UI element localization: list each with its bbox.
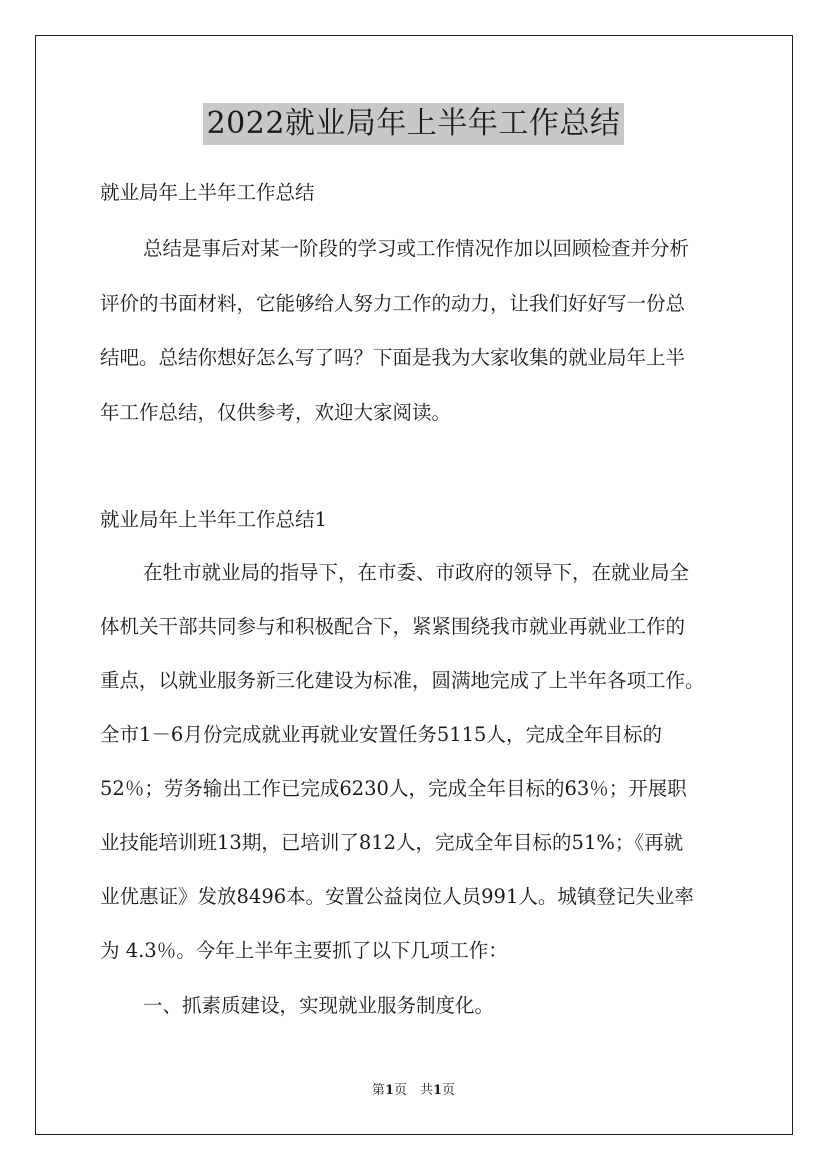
footer-suffix: 页 xyxy=(442,1083,456,1098)
title-container xyxy=(0,103,827,145)
subtitle: 就业局年上半年工作总结 xyxy=(100,181,315,204)
body-line-2: 体机关干部共同参与和积极配合下，紧紧围绕我市就业再就业工作的 xyxy=(100,615,686,638)
body-line-1: 在牡市就业局的指导下，在市委、市政府的领导下，在就业局全 xyxy=(143,561,690,584)
intro-line-3: 结吧。总结你想好怎么写了吗？下面是我为大家收集的就业局年上半 xyxy=(100,346,686,369)
body-line-7: 业优惠证》发放8496本。安置公益岗位人员991人。城镇登记失业率 xyxy=(100,885,694,908)
body-line-3: 重点，以就业服务新三化建设为标准，圆满地完成了上半年各项工作。 xyxy=(100,669,705,692)
body-line-8: 为 4.3％。今年上半年主要抓了以下几项工作： xyxy=(100,939,508,962)
body-line-4: 全市1－6月份完成就业再就业安置任务5115人，完成全年目标的 xyxy=(100,723,662,746)
body-line-6: 业技能培训班13期，已培训了812人，完成全年目标的51%；《再就 xyxy=(100,831,684,854)
page-title: 2022就业局年上半年工作总结 xyxy=(203,103,625,145)
intro-line-4: 年工作总结，仅供参考，欢迎大家阅读。 xyxy=(100,401,452,424)
footer-mid: 页 共 xyxy=(393,1083,433,1098)
section-heading: 就业局年上半年工作总结1 xyxy=(100,508,327,531)
footer-prefix: 第 xyxy=(371,1083,385,1098)
intro-line-1: 总结是事后对某一阶段的学习或工作情况作加以回顾检查并分析 xyxy=(143,237,690,260)
item-line: 一、抓素质建设，实现就业服务制度化。 xyxy=(143,994,495,1017)
page-footer xyxy=(0,1083,827,1099)
body-line-5: 52％；劳务输出工作已完成6230人，完成全年目标的63％；开展职 xyxy=(100,777,687,800)
intro-line-2: 评价的书面材料，它能够给人努力工作的动力，让我们好好写一份总 xyxy=(100,292,686,315)
footer-page-total: 1 xyxy=(433,1083,443,1098)
footer-page-number: 1 xyxy=(384,1083,394,1098)
